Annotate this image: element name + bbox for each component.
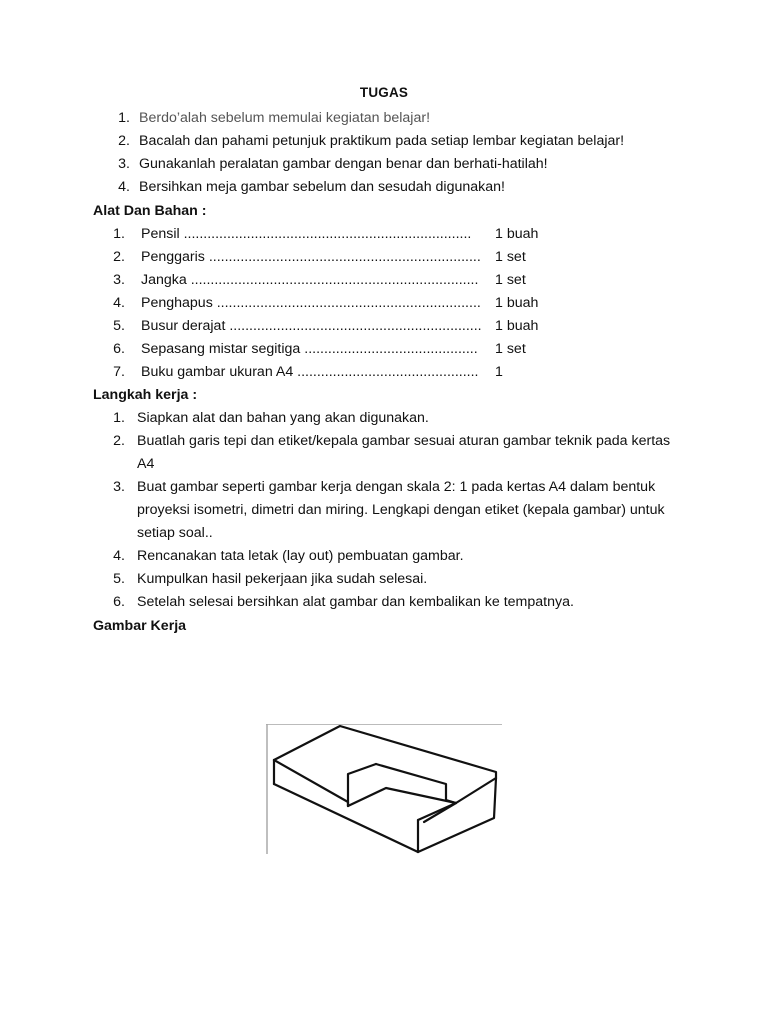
material-number: 7. bbox=[113, 364, 125, 380]
material-item bbox=[0, 362, 768, 382]
material-quantity: 1 set bbox=[495, 272, 526, 288]
step-text: Buat gambar seperti gambar kerja dengan skala 2: 1 pada kertas A4 dalam bentuk bbox=[137, 479, 656, 495]
material-name: Jangka ......................................................................... bbox=[141, 272, 479, 288]
material-item bbox=[0, 224, 768, 244]
step-text: Rencanakan tata letak (lay out) pembuatan gambar. bbox=[137, 548, 464, 564]
step-text: A4 bbox=[137, 456, 155, 472]
material-number: 5. bbox=[113, 318, 125, 334]
materials-heading: Alat Dan Bahan : bbox=[93, 203, 207, 219]
material-quantity: 1 buah bbox=[495, 295, 539, 311]
material-quantity: 1 buah bbox=[495, 318, 539, 334]
step-item bbox=[0, 477, 768, 497]
page-title: TUGAS bbox=[359, 85, 409, 100]
material-quantity: 1 bbox=[495, 364, 503, 380]
step-text: setiap soal.. bbox=[137, 525, 213, 541]
material-name: Penggaris ..................................................................... bbox=[141, 249, 481, 265]
step-text: Siapkan alat dan bahan yang akan digunakan. bbox=[137, 410, 429, 426]
instruction-number: 3. bbox=[118, 156, 130, 172]
step-number: 2. bbox=[113, 433, 125, 449]
instruction-number: 2. bbox=[118, 133, 130, 149]
material-quantity: 1 set bbox=[495, 249, 526, 265]
step-continuation bbox=[0, 523, 768, 543]
instruction-item bbox=[0, 131, 768, 151]
material-item bbox=[0, 270, 768, 290]
step-number: 4. bbox=[113, 548, 125, 564]
isometric-block-drawing bbox=[266, 724, 502, 854]
step-number: 3. bbox=[113, 479, 125, 495]
step-item bbox=[0, 408, 768, 428]
material-item bbox=[0, 316, 768, 336]
instruction-number: 1. bbox=[118, 110, 130, 126]
material-item bbox=[0, 293, 768, 313]
material-number: 1. bbox=[113, 226, 125, 242]
material-number: 2. bbox=[113, 249, 125, 265]
step-continuation bbox=[0, 454, 768, 474]
step-number: 6. bbox=[113, 594, 125, 610]
material-quantity: 1 buah bbox=[495, 226, 539, 242]
material-item bbox=[0, 247, 768, 267]
instruction-number: 4. bbox=[118, 179, 130, 195]
instruction-text: Bersihkan meja gambar sebelum dan sesudah digunakan! bbox=[139, 179, 505, 195]
step-continuation bbox=[0, 500, 768, 520]
material-name: Busur derajat ................................................................ bbox=[141, 318, 482, 334]
instruction-item bbox=[0, 154, 768, 174]
step-text: Setelah selesai bersihkan alat gambar dan kembalikan ke tempatnya. bbox=[137, 594, 574, 610]
material-number: 4. bbox=[113, 295, 125, 311]
instruction-text: Berdo’alah sebelum memulai kegiatan belajar! bbox=[139, 110, 431, 126]
material-name: Penghapus ................................................................... bbox=[141, 295, 481, 311]
step-number: 5. bbox=[113, 571, 125, 587]
instruction-text: Bacalah dan pahami petunjuk praktikum pada setiap lembar kegiatan belajar! bbox=[139, 133, 625, 149]
steps-heading: Langkah kerja : bbox=[93, 387, 198, 403]
instruction-item bbox=[0, 108, 768, 128]
step-item bbox=[0, 431, 768, 451]
step-text: proyeksi isometri, dimetri dan miring. Lengkapi dengan etiket (kepala gambar) untuk bbox=[137, 502, 665, 518]
instruction-item bbox=[0, 177, 768, 197]
material-name: Buku gambar ukuran A4 .............................................. bbox=[141, 364, 479, 380]
step-item bbox=[0, 546, 768, 566]
material-item bbox=[0, 339, 768, 359]
step-item bbox=[0, 569, 768, 589]
step-text: Buatlah garis tepi dan etiket/kepala gambar sesuai aturan gambar teknik pada kertas bbox=[137, 433, 671, 449]
instruction-text: Gunakanlah peralatan gambar dengan benar dan berhati-hatilah! bbox=[139, 156, 548, 172]
material-name: Pensil ......................................................................... bbox=[141, 226, 472, 242]
step-text: Kumpulkan hasil pekerjaan jika sudah selesai. bbox=[137, 571, 428, 587]
step-item bbox=[0, 592, 768, 612]
material-quantity: 1 set bbox=[495, 341, 526, 357]
figure-heading: Gambar Kerja bbox=[93, 618, 187, 634]
material-number: 3. bbox=[113, 272, 125, 288]
material-name: Sepasang mistar segitiga ............................................ bbox=[141, 341, 478, 357]
step-number: 1. bbox=[113, 410, 125, 426]
material-number: 6. bbox=[113, 341, 125, 357]
